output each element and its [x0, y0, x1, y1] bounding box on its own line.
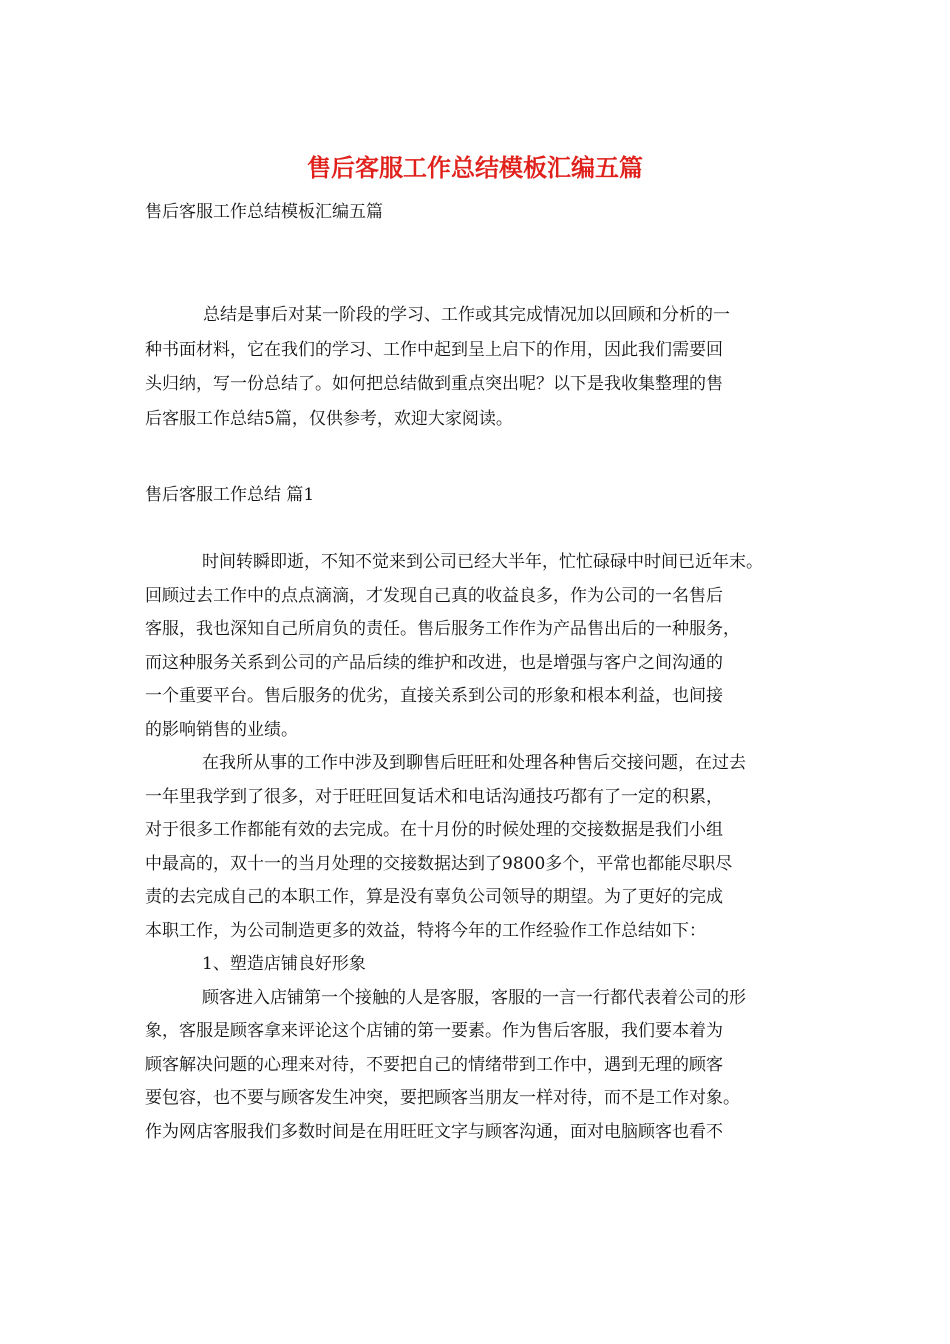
- section-heading: 售后客服工作总结 篇1: [145, 485, 315, 505]
- intro-line: 总结是事后对某一阶段的学习、工作或其完成情况加以回顾和分析的一: [203, 305, 730, 325]
- document-subtitle: 售后客服工作总结模板汇编五篇: [145, 202, 383, 222]
- intro-line: 种书面材料，它在我们的学习、工作中起到呈上启下的作用，因此我们需要回: [145, 339, 723, 360]
- para1-line: 的影响销售的业绩。: [145, 719, 298, 740]
- intro-line: 后客服工作总结5篇，仅供参考，欢迎大家阅读。: [145, 408, 513, 429]
- para1-line: 一个重要平台。售后服务的优劣，直接关系到公司的形象和根本利益，也间接: [145, 686, 723, 706]
- intro-paragraph: [145, 298, 805, 436]
- para2-line: 中最高的，双十一的当月处理的交接数据达到了9800多个，平常也都能尽职尽: [145, 853, 733, 874]
- para1-line: 而这种服务关系到公司的产品后续的维护和改进，也是增强与客户之间沟通的: [145, 652, 723, 673]
- para3-line: 顾客进入店铺第一个接触的人是客服，客服的一言一行都代表着公司的形: [202, 987, 746, 1008]
- para2-line: 责的去完成自己的本职工作，算是没有辜负公司领导的期望。为了更好的完成: [145, 887, 723, 907]
- para3-line: 象，客服是顾客拿来评论这个店铺的第一要素。作为售后客服，我们要本着为: [145, 1021, 723, 1041]
- item1-heading: 1、塑造店铺良好形象: [202, 954, 366, 974]
- para2-line: 一年里我学到了很多，对于旺旺回复话术和电话沟通技巧都有了一定的积累，: [145, 786, 723, 807]
- para2-line: 对于很多工作都能有效的去完成。在十月份的时候处理的交接数据是我们小组: [145, 820, 723, 840]
- intro-line: 头归纳，写一份总结了。如何把总结做到重点突出呢？以下是我收集整理的售: [145, 374, 723, 394]
- para1-line: 客服，我也深知自己所肩负的责任。售后服务工作作为产品售出后的一种服务，: [145, 619, 740, 639]
- section-body: [145, 546, 815, 1149]
- document-title: 售后客服工作总结模板汇编五篇: [307, 153, 643, 182]
- para2-line: 在我所从事的工作中涉及到聊售后旺旺和处理各种售后交接问题，在过去: [202, 753, 746, 773]
- para1-line: 回顾过去工作中的点点滴滴，才发现自己真的收益良多，作为公司的一名售后: [145, 585, 723, 606]
- para2-line: 本职工作，为公司制造更多的效益，特将今年的工作经验作工作总结如下：: [145, 920, 706, 941]
- para1-line: 时间转瞬即逝，不知不觉来到公司已经大半年，忙忙碌碌中时间已近年末。: [202, 552, 763, 572]
- para3-line: 顾客解决问题的心理来对待，不要把自己的情绪带到工作中，遇到无理的顾客: [145, 1054, 723, 1075]
- para3-line: 要包容，也不要与顾客发生冲突，要把顾客当朋友一样对待，而不是工作对象。: [145, 1088, 740, 1108]
- para3-line: 作为网店客服我们多数时间是在用旺旺文字与顾客沟通，面对电脑顾客也看不: [145, 1121, 723, 1142]
